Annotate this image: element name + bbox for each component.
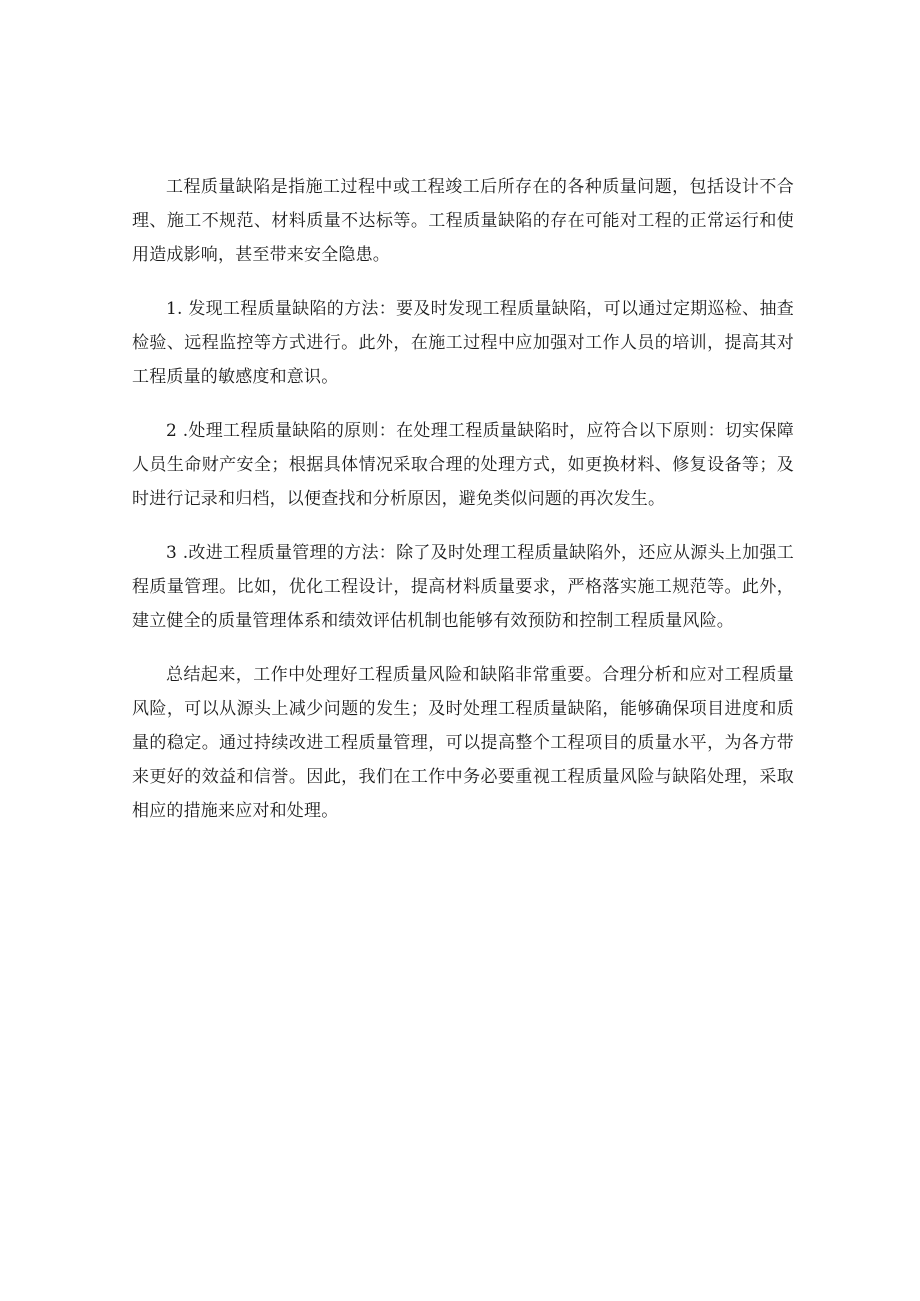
- paragraph-handling-principles: 2 .处理工程质量缺陷的原则：在处理工程质量缺陷时，应符合以下原则：切实保障人员生命财产安全；根据具体情况采取合理的处理方式，如更换材料、修复设备等；及时进行记录和归档，以便查找和分析原因，避免类似问题的再次发生。: [132, 421, 794, 509]
- paragraph-improvement-methods: 3 .改进工程质量管理的方法：除了及时处理工程质量缺陷外，还应从源头上加强工程质量管理。比如，优化工程设计，提高材料质量要求，严格落实施工规范等。此外，建立健全的质量管理体系和绩效评估机制也能够有效预防和控制工程质量风险。: [132, 543, 794, 631]
- paragraph-conclusion: 总结起来，工作中处理好工程质量风险和缺陷非常重要。合理分析和应对工程质量风险，可以从源头上减少问题的发生；及时处理工程质量缺陷，能够确保项目进度和质量的稳定。通过持续改进工程质量管理，可以提高整个工程项目的质量水平，为各方带来更好的效益和信誉。因此，我们在工作中务必要重视工程质量风险与缺陷处理，采取相应的措施来应对和处理。: [132, 665, 794, 821]
- paragraph-discovery-methods: 1. 发现工程质量缺陷的方法：要及时发现工程质量缺陷，可以通过定期巡检、抽查检验、远程监控等方式进行。此外，在施工过程中应加强对工作人员的培训，提高其对工程质量的敏感度和意识。: [132, 299, 794, 387]
- paragraph-intro: 工程质量缺陷是指施工过程中或工程竣工后所存在的各种质量问题，包括设计不合理、施工不规范、材料质量不达标等。工程质量缺陷的存在可能对工程的正常运行和使用造成影响，甚至带来安全隐患。: [132, 177, 794, 265]
- document-body: [132, 170, 794, 848]
